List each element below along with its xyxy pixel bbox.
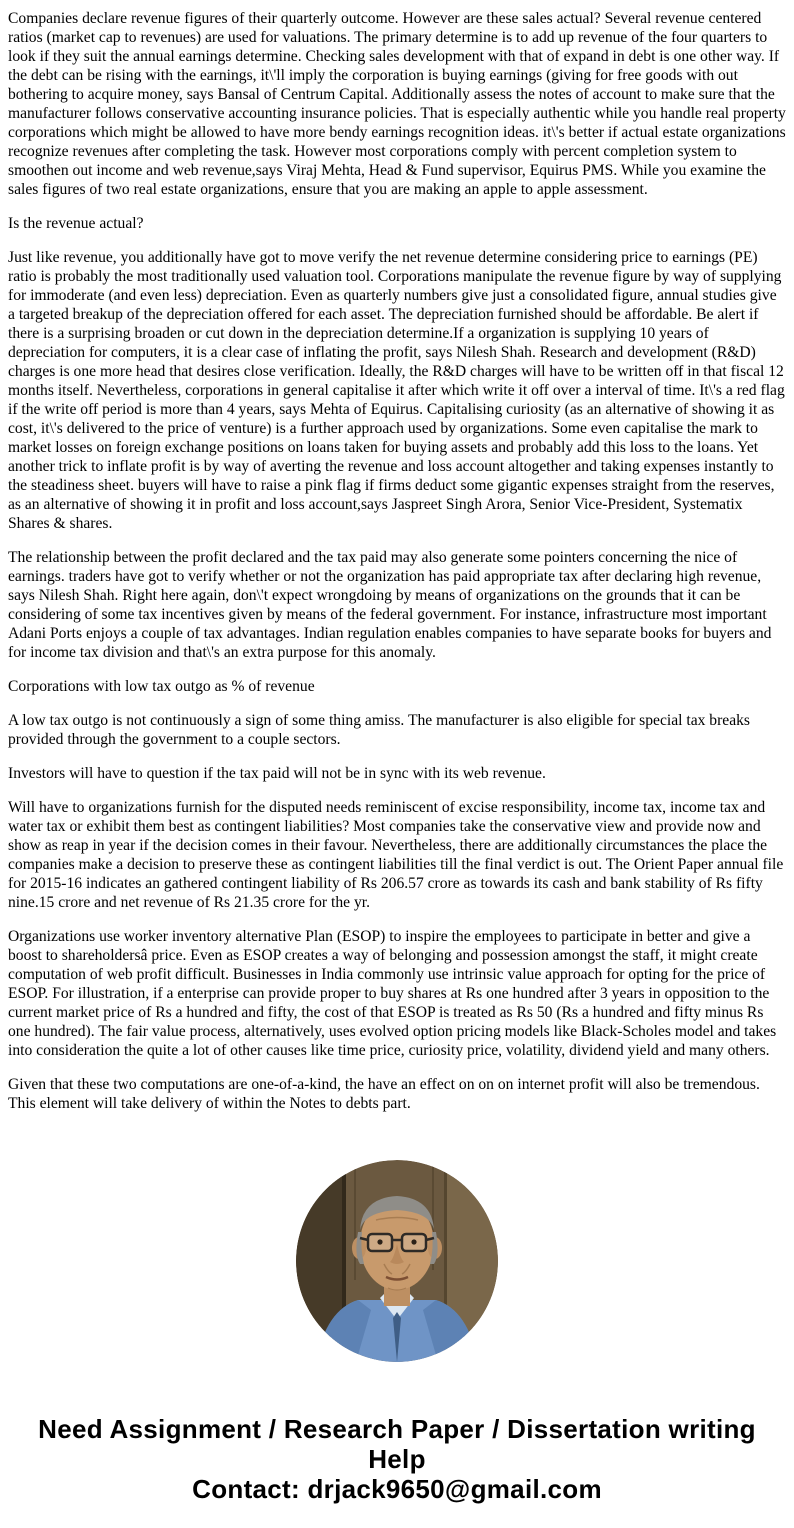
paragraph-net-revenue-verification: Just like revenue, you additionally have got to move verify the net revenue determine considering price to earnings (PE) ratio is probably the most traditionally used valuation tool. Corporations manipulate the revenue figure by way of supplying for immoderate (and even less) depreciation. Even as quarterly numbers give just a consolidated figure, annual studies give a targeted breakup of the depreciation offered for each asset. The depreciation furnished should be affordable. Be alert if there is a surprising broaden or cut down in the depreciation determine.If a organization is supplying 10 years of depreciation for computers, it is a clear case of inflating the profit, says Nilesh Shah. Research and development (R&D) charges is one more head that desires close verification. Ideally, the R&D charges will have to be written off in that fiscal 12 months itself. Nevertheless, corporations in general capitalise it after which write it off over a interval of time. It\'s a red flag if the write off period is more than 4 years, says Mehta of Equirus. Capitalising curiosity (as an alternative of showing it as cost, it\'s delivered to the price of venture) is a further approach used by organizations. Some even capitalise the mark to market losses on foreign exchange positions on loans taken for buying assets and probably add this loss to the loans. Yet another trick to inflate profit is by way of averting the revenue and loss account altogether and taking expenses instantly to the steadiness sheet. buyers will have to raise a pink flag if firms deduct some gigantic expenses straight from the reserves, as an alternative of showing it in profit and loss account,says Jaspreet Singh Arora, Senior Vice-President, Systematix Shares & shares. xyxy=(8,249,785,532)
paragraph-revenue-intro: Companies declare revenue figures of their quarterly outcome. However are these sales actual? Several revenue centered ratios (market cap to revenues) are used for valuations. The primary determine is to add up revenue of the four quarters to look if they suit the annual earnings determine. Checking sales development with that of expand in debt is one other way. If the debt can be rising with the earnings, it\'ll imply the corporation is buying earnings (giving for free goods with out bothering to acquire money, says Bansal of Centrum Capital. Additionally assess the notes of account to make sure that the manufacturer follows conservative accounting insurance policies. That is especially authentic while you handle real property corporations which might be allowed to have more bendy earnings recognition ideas. it\'s better if actual estate organizations recognize revenues after completing the task. However most corporations comply with percent completion system to smoothen out income and web revenue,says Viraj Mehta, Head & Fund supervisor, Equirus PMS. While you examine the sales figures of two real estate organizations, ensure that you are making an apple to apple assessment. xyxy=(8,10,786,198)
author-photo-illustration xyxy=(296,1160,498,1362)
section-heading-low-tax-outgo: Corporations with low tax outgo as % of revenue xyxy=(8,678,315,695)
paragraph-computations-conclusion: Given that these two computations are one-of-a-kind, the have an effect on on on internet profit will also be tremendous. This element will take delivery of within the Notes to debts part. xyxy=(8,1076,760,1112)
author-photo xyxy=(296,1160,498,1362)
footer-cta xyxy=(27,1414,767,1504)
article-body xyxy=(8,9,786,1113)
paragraph-contingent-liabilities: Will have to organizations furnish for the disputed needs reminiscent of excise responsibility, income tax, income tax and water tax or exhibit them best as contingent liabilities? Most companies take the conservative view and provide now and show as reap in year if the decision comes in their favour. Nevertheless, there are additionally circumstances the place the companies make a decision to preserve these as contingent liabilities till the final verdict is out. The Orient Paper annual file for 2015-16 indicates an gathered contingent liability of Rs 206.57 crore as towards its cash and bank stability of Rs fifty nine.15 crore and net revenue of Rs 21.35 crore for the yr. xyxy=(8,799,784,911)
cta-heading: Need Assignment / Research Paper / Dissertation writing Help xyxy=(38,1414,756,1474)
paragraph-low-tax-outgo: A low tax outgo is not continuously a sign of some thing amiss. The manufacturer is also eligible for special tax breaks provided through the government to a couple sectors. xyxy=(8,712,751,748)
paragraph-profit-tax-relationship: The relationship between the profit declared and the tax paid may also generate some pointers concerning the nice of earnings. traders have got to verify whether or not the organization has paid appropriate tax after declaring high revenue, says Nilesh Shah. Right here again, don\'t expect wrongdoing by means of organizations on the grounds that it can be considering of some tax incentives given by means of the federal government. For instance, infrastructure most important Adani Ports enjoys a couple of tax advantages. Indian regulation enables companies to have separate books for buyers and for income tax division and that\'s an extra purpose for this anomaly. xyxy=(8,549,772,661)
section-heading-is-revenue-actual: Is the revenue actual? xyxy=(8,215,144,232)
cta-contact-email: Contact: drjack9650@gmail.com xyxy=(192,1474,602,1504)
paragraph-investors-question: Investors will have to question if the tax paid will not be in sync with its web revenue. xyxy=(8,765,546,782)
paragraph-esop: Organizations use worker inventory alternative Plan (ESOP) to inspire the employees to participate in better and give a boost to shareholdersâ price. Even as ESOP creates a way of belonging and possession amongst the staff, it might create computation of web profit difficult. Businesses in India commonly use intrinsic value approach for opting for the price of ESOP. For illustration, if a enterprise can provide proper to buy shares at Rs one hundred after 3 years in opposition to the current market price of Rs a hundred and fifty, the cost of that ESOP is treated as Rs 50 (Rs a hundred and fifty minus Rs one hundred). The fair value process, alternatively, uses evolved option pricing models like Black-Scholes model and takes into consideration the quite a lot of other causes like time price, curiosity price, volatility, dividend yield and many others. xyxy=(8,928,777,1059)
